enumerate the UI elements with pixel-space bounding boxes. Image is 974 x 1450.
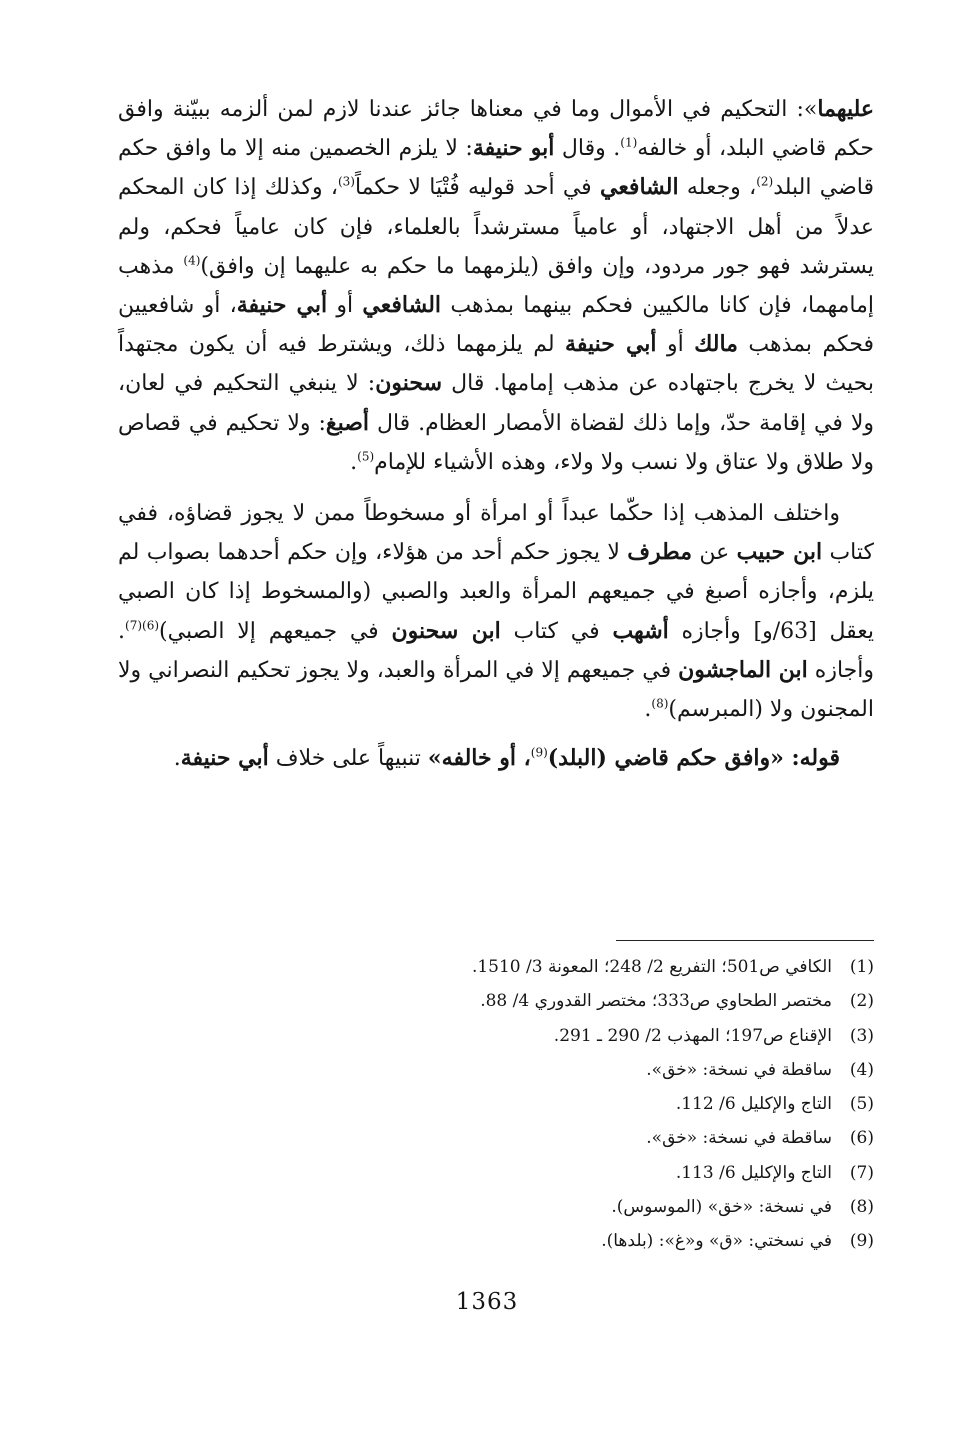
text-run: أو — [327, 293, 363, 319]
footnote-text: التاج والإكليل 6/ 112. — [675, 1094, 832, 1115]
footnote-item — [118, 1190, 874, 1224]
text-run: تنبيهاً على خلاف — [268, 746, 428, 772]
footnote-text: الإقناع ص197؛ المهذب 2/ 290 ـ 291. — [553, 1025, 832, 1046]
bold-term: أشهب — [612, 617, 669, 644]
bold-term: عليهما — [817, 96, 874, 122]
text-run: لم يلزمهما ذلك، ويشترط فيه أن يكون مجتهداً بحيث لا يخرج باجتهاده عن مذهب إمامها. قال — [118, 332, 874, 397]
bold-term: أبو حنيفة — [472, 135, 555, 162]
text-run: : ولا تحكيم في قصاص ولا طلاق ولا عتاق ولا نسب ولا ولاء، وهذه الأشياء للإمام — [118, 410, 874, 475]
text-run: . — [173, 746, 181, 772]
text-run: في كتاب — [500, 618, 613, 644]
text-run: مذهب إمامهما، فإن كانا مالكيين فحكم بينهما بمذهب — [118, 253, 874, 319]
footnote-number: (7) — [849, 1162, 874, 1183]
paragraph — [118, 494, 874, 729]
footnote-marker: (9) — [530, 745, 548, 760]
paragraph — [118, 90, 874, 482]
bold-term: الشافعي — [599, 174, 679, 201]
footnote-text: التاج والإكليل 6/ 113. — [675, 1162, 832, 1183]
bold-term: سحنون — [375, 370, 443, 397]
footnote-number: (3) — [849, 1025, 874, 1046]
bold-term: مطرف — [627, 539, 693, 566]
footnote-item — [118, 1053, 874, 1087]
footnote-text: الكافي ص501؛ التفريع 2/ 248؛ المعونة 3/ 1510. — [471, 957, 832, 977]
footnote-item — [118, 1121, 874, 1155]
footnote-text: ساقطة في نسخة: «خق». — [646, 1059, 832, 1080]
footnote-marker: (4) — [183, 253, 201, 268]
footnote-number: (9) — [849, 1231, 874, 1252]
footnote-marker: (5) — [357, 449, 375, 464]
footnote-item — [118, 984, 874, 1018]
text-run: في أحد قوليه فُتْيَا لا حكماً — [354, 175, 600, 201]
footnote-marker: (8) — [651, 696, 669, 711]
text-run: في جميعهم إلا في المرأة والعبد، ولا يجوز تحكيم النصراني ولا المجنون ولا (المبرسم) — [118, 657, 874, 723]
footnote-number: (1) — [849, 957, 874, 977]
footnote-marker: (1) — [620, 135, 638, 150]
footnote-number: (8) — [849, 1197, 874, 1218]
footnote-item — [118, 1019, 874, 1053]
text-run: . — [644, 697, 652, 723]
page-number: 1363 — [455, 1289, 519, 1315]
bold-term: ابن الماجشون — [678, 656, 808, 683]
footnote-item — [118, 1087, 874, 1121]
main-text — [118, 90, 874, 778]
footnotes — [118, 950, 874, 1259]
footnote-text: في نسخة: «خق» (الموسوس). — [611, 1197, 832, 1218]
footnote-text: مختصر الطحاوي ص333؛ مختصر القدوري 4/ 88. — [480, 991, 832, 1012]
footnote-marker: (2) — [756, 175, 774, 190]
footnote-item — [118, 1156, 874, 1190]
footnote-text: في نسختي: «ق» و«غ»: (بلدها). — [601, 1231, 832, 1252]
bold-term: أبي حنيفة — [180, 745, 269, 772]
bold-term: قوله: «وافق حكم قاضي (البلد) — [547, 745, 840, 772]
footnote-marker: (6)(7) — [125, 618, 160, 633]
footnote-number: (5) — [849, 1094, 874, 1115]
bold-term: ، أو خالفه» — [427, 745, 531, 772]
footnote-separator — [616, 940, 874, 941]
footnote-number: (2) — [849, 991, 874, 1012]
bold-term: الشافعي — [362, 292, 442, 319]
text-run: عن — [692, 540, 737, 566]
text-run: »: التحكيم في الأموال وما في معناها جائز عندنا لازم لمن ألزمه ببيّنة وافق حكم قاضي البلد، أو خالفه — [118, 97, 875, 162]
text-run: ، أو شافعيين فحكم بمذهب — [118, 293, 874, 358]
paragraph — [118, 739, 874, 778]
text-run: ، وجعله — [678, 175, 757, 201]
bold-term: ابن سحنون — [391, 617, 501, 644]
bold-term: ابن حبيب — [736, 539, 823, 566]
text-run: لا يجوز حكم أحد من هؤلاء، وإن حكم أحدهما بصواب لم يلزم، وأجازه أصبغ في جميعهم المرأة والعبد والصبي (والمسخوط إذا كان الصبي يعقل [63/و] وأجازه — [118, 540, 875, 644]
bold-term: مالك — [694, 331, 738, 358]
text-run: ، وكذلك إذا كان المحكم عدلاً من أهل الاجتهاد، أو عامياً مسترشداً بالعلماء، فإن كان عامياً فحكم، ولم يسترشد فهو جور مردود، وإن وافق (يلزمهما ما حكم به عليهما إن وافق) — [118, 175, 874, 279]
text-run: أو — [656, 332, 695, 358]
footnote-text: ساقطة في نسخة: «خق». — [646, 1128, 832, 1149]
footnote-item — [118, 950, 874, 984]
text-run: . — [350, 449, 358, 475]
footnote-number: (4) — [849, 1059, 874, 1080]
footnote-marker: (3) — [337, 175, 355, 190]
text-run: . وأجازه — [118, 618, 874, 683]
footnote-number: (6) — [849, 1128, 874, 1149]
bold-term: أبي حنيفة — [236, 292, 328, 319]
text-run: في جميعهم إلا الصبي) — [159, 618, 392, 644]
text-run: : لا ينبغي التحكيم في لعان، ولا في إقامة حدّ، وإما ذلك لقضاة الأمصار العظام. قال — [118, 371, 874, 436]
bold-term: أبي حنيفة — [565, 331, 657, 358]
text-run: : لا يلزم الخصمين منه إلا ما وافق حكم قاضي البلد — [118, 136, 874, 201]
text-run: واختلف المذهب إذا حكّما عبداً أو امرأة أو مسخوطاً ممن لا يجوز قضاؤه، ففي كتاب — [118, 501, 874, 566]
footnote-item — [118, 1224, 874, 1258]
text-run: . وقال — [554, 136, 621, 162]
bold-term: أصبغ — [325, 409, 370, 436]
